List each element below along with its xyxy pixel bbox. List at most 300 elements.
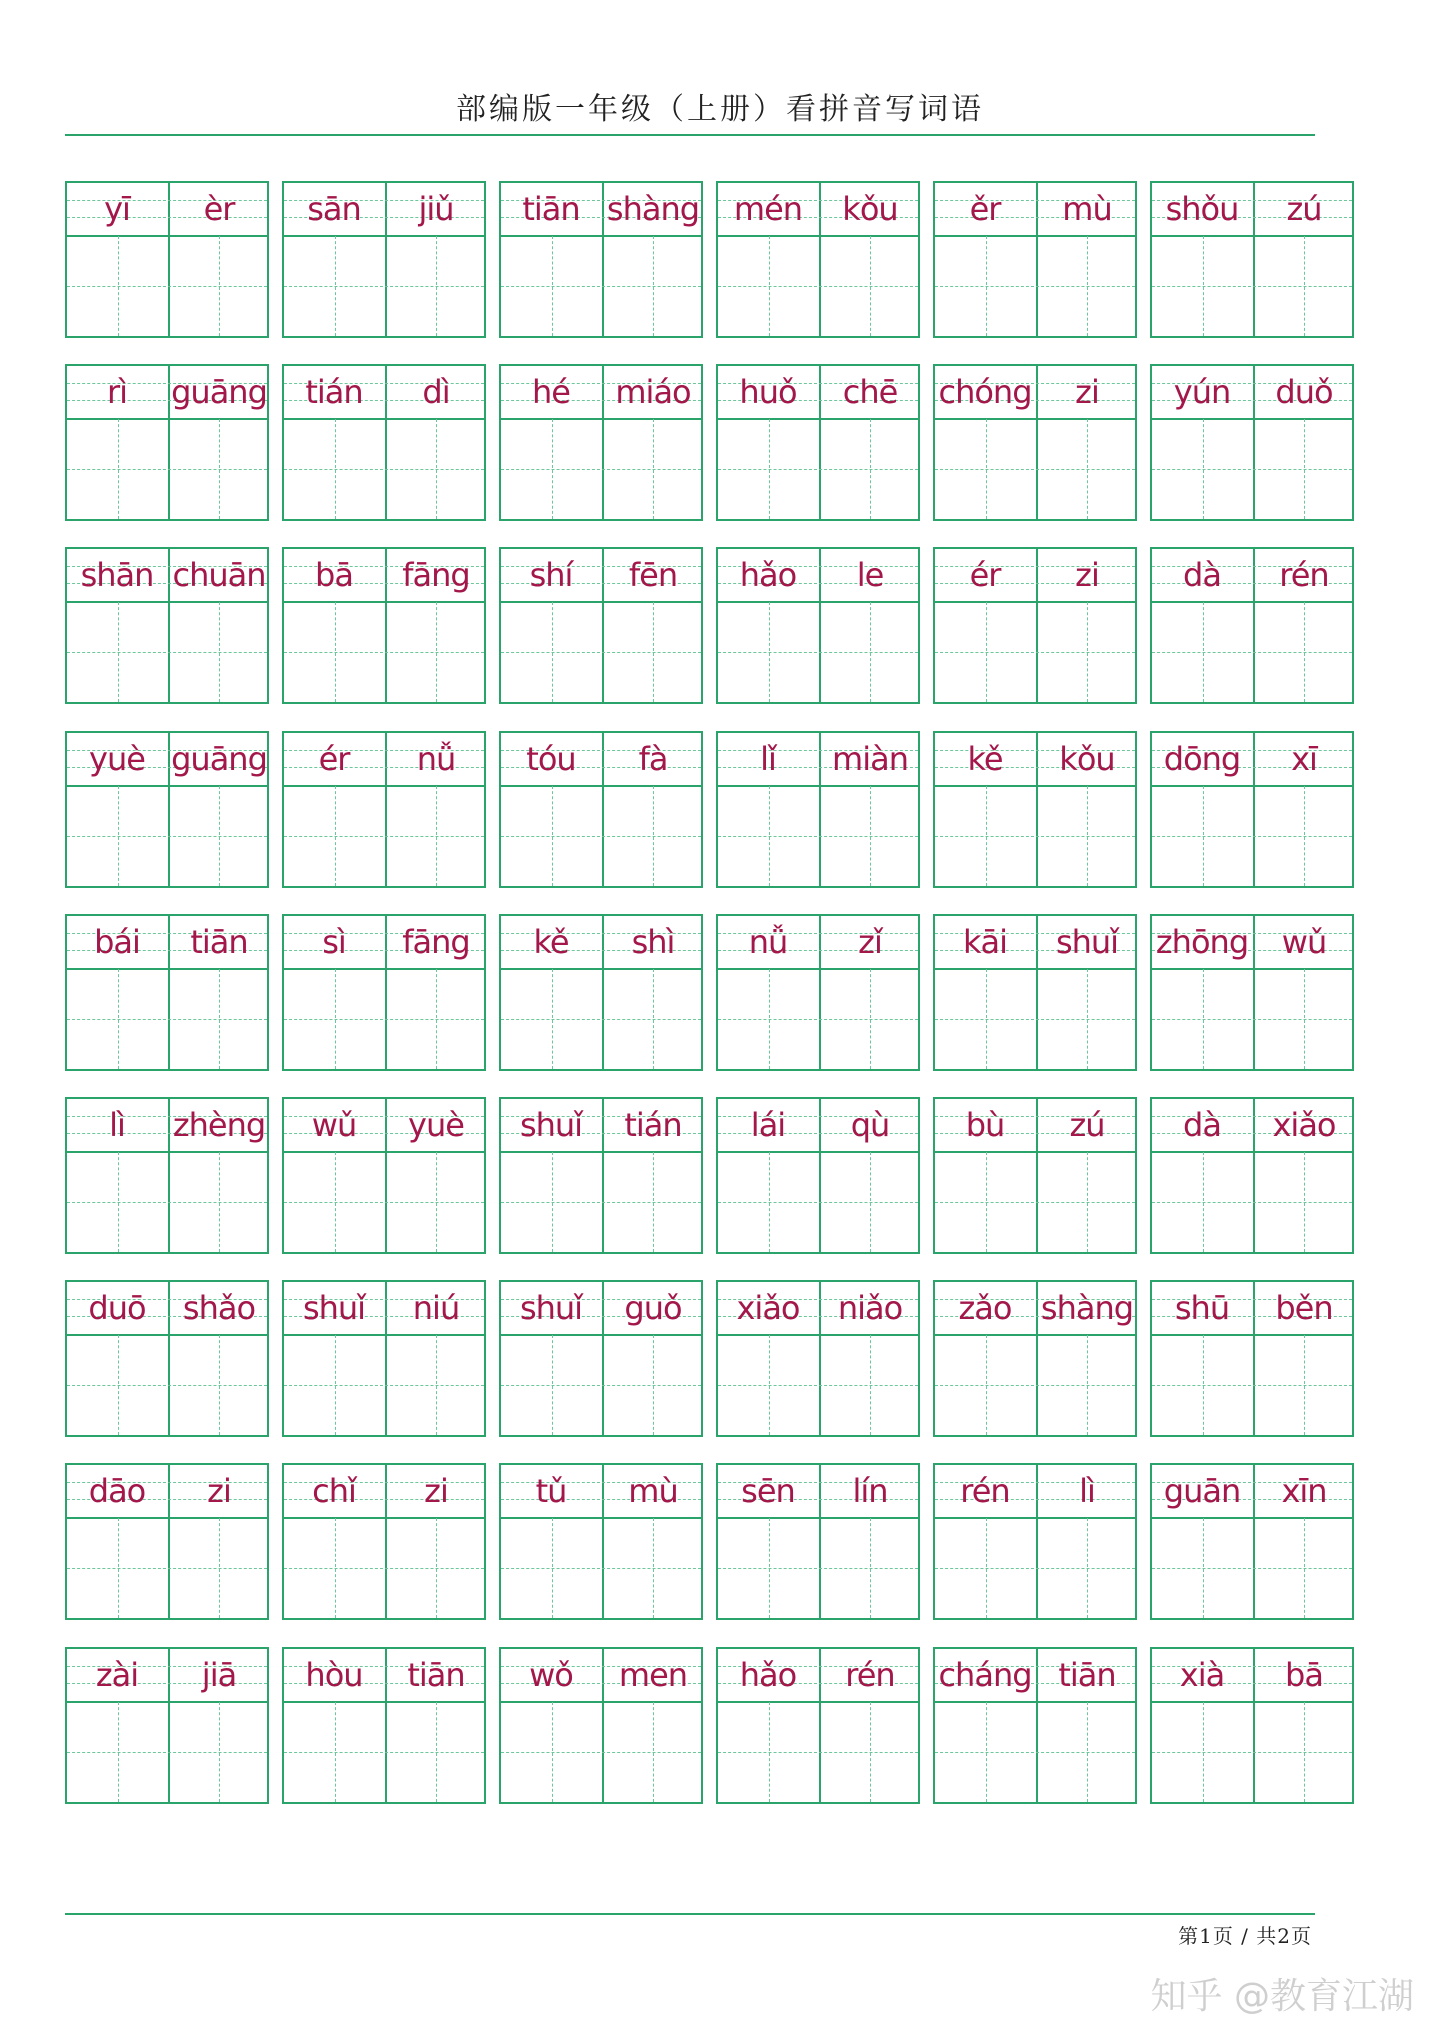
tianzige-guide-vertical: [552, 1152, 553, 1252]
pinyin-writing-divider: [501, 601, 701, 603]
pinyin-writing-divider: [67, 235, 267, 237]
word-box: [1150, 1647, 1354, 1804]
pinyin-syllable: niú: [412, 1289, 460, 1327]
pinyin-writing-divider: [1152, 968, 1352, 970]
pinyin-syllable: miàn: [832, 740, 908, 778]
pinyin-syllable: duō: [88, 1289, 146, 1327]
word-box: [499, 1097, 703, 1254]
pinyin-syllable: shān: [80, 556, 154, 594]
word-box: [1150, 1280, 1354, 1437]
tianzige-guide-vertical: [118, 969, 119, 1069]
word-box: [499, 1647, 703, 1804]
pinyin-syllable: běn: [1275, 1289, 1333, 1327]
tianzige-guide-horizontal: [1152, 286, 1352, 287]
tianzige-guide-vertical: [335, 1702, 336, 1802]
word-box: [716, 1647, 920, 1804]
pinyin-syllable: mù: [1062, 190, 1112, 228]
pinyin-writing-divider: [501, 785, 701, 787]
pinyin-writing-divider: [718, 1701, 918, 1703]
word-box: [499, 364, 703, 521]
pinyin-writing-divider: [284, 1334, 484, 1336]
pinyin-writing-divider: [935, 1151, 1135, 1153]
tianzige-guide-vertical: [1087, 786, 1088, 886]
tianzige-guide-vertical: [1087, 1335, 1088, 1435]
pinyin-writing-divider: [284, 1517, 484, 1519]
tianzige-guide-horizontal: [284, 469, 484, 470]
pinyin-syllable: zǎo: [958, 1289, 1012, 1327]
tianzige-guide-vertical: [870, 1518, 871, 1618]
pinyin-syllable: yún: [1173, 373, 1231, 411]
pinyin-syllable: shuǐ: [1055, 923, 1119, 961]
pinyin-writing-divider: [1152, 1701, 1352, 1703]
pinyin-syllable: tǔ: [535, 1472, 567, 1510]
pinyin-syllable: hǎo: [739, 1656, 797, 1694]
pinyin-writing-divider: [67, 1151, 267, 1153]
word-box: [282, 914, 486, 1071]
pinyin-syllable: guǒ: [624, 1289, 682, 1327]
tianzige-guide-horizontal: [501, 1568, 701, 1569]
pinyin-writing-divider: [67, 601, 267, 603]
word-box: [1150, 181, 1354, 338]
tianzige-guide-vertical: [1087, 969, 1088, 1069]
tianzige-guide-vertical: [335, 969, 336, 1069]
tianzige-guide-vertical: [436, 236, 437, 336]
pinyin-syllable: nǚ: [748, 923, 788, 961]
word-box: [933, 364, 1137, 521]
pinyin-syllable: miáo: [615, 373, 691, 411]
tianzige-guide-vertical: [986, 1152, 987, 1252]
tianzige-guide-vertical: [118, 1152, 119, 1252]
tianzige-guide-horizontal: [935, 286, 1135, 287]
pinyin-writing-divider: [718, 968, 918, 970]
word-box: [499, 731, 703, 888]
pinyin-writing-divider: [718, 601, 918, 603]
pinyin-syllable: men: [618, 1656, 688, 1694]
pinyin-writing-divider: [1152, 601, 1352, 603]
tianzige-guide-vertical: [653, 419, 654, 519]
pinyin-writing-divider: [935, 418, 1135, 420]
pinyin-syllable: shǒu: [1165, 190, 1239, 228]
pinyin-syllable: lì: [1079, 1472, 1095, 1510]
pinyin-syllable: bā: [315, 556, 353, 594]
tianzige-guide-vertical: [1203, 602, 1204, 702]
tianzige-guide-horizontal: [501, 1202, 701, 1203]
tianzige-guide-vertical: [870, 786, 871, 886]
word-box: [499, 1463, 703, 1620]
tianzige-guide-vertical: [1304, 602, 1305, 702]
word-box: [716, 914, 920, 1071]
word-box: [716, 1280, 920, 1437]
pinyin-writing-divider: [718, 418, 918, 420]
pinyin-writing-divider: [1152, 418, 1352, 420]
pinyin-writing-divider: [501, 1151, 701, 1153]
pinyin-syllable: lái: [750, 1106, 786, 1144]
pinyin-writing-divider: [935, 968, 1135, 970]
tianzige-guide-vertical: [870, 1702, 871, 1802]
word-box: [1150, 914, 1354, 1071]
word-box: [282, 1463, 486, 1620]
tianzige-guide-vertical: [986, 969, 987, 1069]
word-box: [716, 364, 920, 521]
pinyin-writing-divider: [501, 418, 701, 420]
tianzige-guide-vertical: [436, 1335, 437, 1435]
word-box: [282, 364, 486, 521]
pinyin-syllable: dì: [422, 373, 450, 411]
word-box: [1150, 731, 1354, 888]
word-box: [716, 1097, 920, 1254]
tianzige-guide-vertical: [1203, 419, 1204, 519]
tianzige-guide-vertical: [118, 786, 119, 886]
word-box: [282, 731, 486, 888]
pinyin-syllable: chē: [842, 373, 898, 411]
pinyin-syllable: tián: [305, 373, 363, 411]
tianzige-guide-vertical: [219, 786, 220, 886]
tianzige-guide-vertical: [118, 1702, 119, 1802]
pinyin-writing-divider: [284, 968, 484, 970]
tianzige-guide-vertical: [335, 602, 336, 702]
tianzige-guide-vertical: [1304, 236, 1305, 336]
pinyin-syllable: duǒ: [1275, 373, 1333, 411]
pinyin-syllable: wǔ: [1281, 923, 1327, 961]
pinyin-syllable: mén: [733, 190, 803, 228]
pinyin-syllable: chǐ: [312, 1472, 356, 1510]
tianzige-guide-horizontal: [67, 1752, 267, 1753]
pinyin-syllable: zhèng: [172, 1106, 266, 1144]
tianzige-guide-horizontal: [501, 836, 701, 837]
tianzige-guide-vertical: [219, 1152, 220, 1252]
pinyin-writing-divider: [1152, 785, 1352, 787]
tianzige-guide-horizontal: [935, 836, 1135, 837]
pinyin-syllable: dà: [1183, 556, 1221, 594]
word-box: [282, 1280, 486, 1437]
tianzige-guide-horizontal: [935, 1568, 1135, 1569]
tianzige-guide-vertical: [986, 602, 987, 702]
pinyin-syllable: xiǎo: [736, 1289, 800, 1327]
pinyin-syllable: jiā: [201, 1656, 237, 1694]
tianzige-guide-horizontal: [718, 652, 918, 653]
pinyin-syllable: zǐ: [858, 923, 882, 961]
tianzige-guide-vertical: [335, 1335, 336, 1435]
pinyin-syllable: kǒu: [1059, 740, 1115, 778]
pinyin-writing-divider: [718, 235, 918, 237]
watermark: 知乎 @教育江湖: [1150, 1976, 1414, 2017]
word-box: [65, 1097, 269, 1254]
tianzige-guide-horizontal: [935, 1385, 1135, 1386]
tianzige-guide-vertical: [219, 1518, 220, 1618]
tianzige-guide-horizontal: [284, 286, 484, 287]
tianzige-guide-vertical: [1304, 1702, 1305, 1802]
tianzige-guide-horizontal: [935, 1752, 1135, 1753]
word-box: [499, 547, 703, 704]
tianzige-guide-vertical: [335, 1518, 336, 1618]
tianzige-guide-horizontal: [1152, 1019, 1352, 1020]
tianzige-guide-horizontal: [718, 836, 918, 837]
tianzige-guide-horizontal: [501, 1385, 701, 1386]
pinyin-syllable: zú: [1069, 1106, 1105, 1144]
word-box: [716, 731, 920, 888]
tianzige-guide-vertical: [552, 1702, 553, 1802]
tianzige-guide-vertical: [1203, 786, 1204, 886]
pinyin-syllable: mù: [628, 1472, 678, 1510]
pinyin-syllable: zi: [1075, 556, 1099, 594]
tianzige-guide-vertical: [653, 1152, 654, 1252]
tianzige-guide-vertical: [870, 969, 871, 1069]
tianzige-guide-vertical: [1203, 236, 1204, 336]
pinyin-writing-divider: [935, 235, 1135, 237]
tianzige-guide-horizontal: [67, 1202, 267, 1203]
pinyin-syllable: nǚ: [416, 740, 456, 778]
pinyin-writing-divider: [718, 1151, 918, 1153]
tianzige-guide-vertical: [769, 969, 770, 1069]
pinyin-syllable: shàng: [1040, 1289, 1134, 1327]
pinyin-writing-divider: [501, 1517, 701, 1519]
tianzige-guide-horizontal: [501, 286, 701, 287]
word-box: [65, 1280, 269, 1437]
tianzige-guide-vertical: [870, 1335, 871, 1435]
pinyin-syllable: rén: [1279, 556, 1329, 594]
pinyin-syllable: shàng: [606, 190, 700, 228]
tianzige-guide-vertical: [769, 1702, 770, 1802]
pinyin-syllable: zi: [1075, 373, 1099, 411]
tianzige-guide-horizontal: [284, 836, 484, 837]
word-box: [499, 181, 703, 338]
tianzige-guide-vertical: [552, 419, 553, 519]
pinyin-syllable: tóu: [526, 740, 576, 778]
tianzige-guide-vertical: [436, 969, 437, 1069]
word-box: [499, 1280, 703, 1437]
pinyin-writing-divider: [284, 418, 484, 420]
pinyin-syllable: shuǐ: [519, 1289, 583, 1327]
pinyin-syllable: qù: [850, 1106, 890, 1144]
tianzige-guide-vertical: [653, 1702, 654, 1802]
word-box: [65, 1463, 269, 1620]
tianzige-guide-vertical: [436, 419, 437, 519]
pinyin-syllable: bái: [94, 923, 140, 961]
tianzige-guide-vertical: [653, 602, 654, 702]
tianzige-guide-horizontal: [935, 469, 1135, 470]
pinyin-syllable: tiān: [190, 923, 248, 961]
footer-divider: [65, 1913, 1315, 1915]
tianzige-guide-horizontal: [718, 469, 918, 470]
tianzige-guide-horizontal: [67, 1385, 267, 1386]
pinyin-syllable: hòu: [305, 1656, 363, 1694]
pinyin-writing-divider: [284, 1701, 484, 1703]
pinyin-syllable: guān: [1163, 1472, 1241, 1510]
tianzige-guide-horizontal: [67, 1568, 267, 1569]
tianzige-guide-vertical: [219, 236, 220, 336]
tianzige-guide-vertical: [1087, 419, 1088, 519]
pinyin-writing-divider: [718, 785, 918, 787]
tianzige-guide-vertical: [1087, 1152, 1088, 1252]
pinyin-syllable: lǐ: [760, 740, 776, 778]
pinyin-syllable: fà: [638, 740, 668, 778]
word-box: [499, 914, 703, 1071]
tianzige-guide-horizontal: [718, 286, 918, 287]
word-box: [65, 547, 269, 704]
tianzige-guide-vertical: [769, 1518, 770, 1618]
tianzige-guide-vertical: [1304, 969, 1305, 1069]
pinyin-writing-divider: [718, 1517, 918, 1519]
tianzige-guide-horizontal: [1152, 1568, 1352, 1569]
pinyin-syllable: xī: [1291, 740, 1317, 778]
tianzige-guide-vertical: [986, 1702, 987, 1802]
tianzige-guide-vertical: [219, 602, 220, 702]
tianzige-guide-vertical: [1304, 786, 1305, 886]
pinyin-syllable: kě: [967, 740, 1003, 778]
tianzige-guide-horizontal: [67, 652, 267, 653]
pinyin-writing-divider: [935, 1517, 1135, 1519]
tianzige-guide-vertical: [653, 1335, 654, 1435]
tianzige-guide-vertical: [653, 1518, 654, 1618]
tianzige-guide-vertical: [219, 969, 220, 1069]
pinyin-syllable: bù: [965, 1106, 1005, 1144]
word-box: [933, 547, 1137, 704]
tianzige-guide-vertical: [1304, 419, 1305, 519]
tianzige-guide-vertical: [870, 419, 871, 519]
pinyin-syllable: niǎo: [837, 1289, 903, 1327]
tianzige-guide-vertical: [436, 1152, 437, 1252]
word-box: [65, 181, 269, 338]
tianzige-guide-horizontal: [718, 1568, 918, 1569]
pinyin-syllable: lì: [109, 1106, 125, 1144]
tianzige-guide-vertical: [552, 786, 553, 886]
tianzige-guide-horizontal: [67, 286, 267, 287]
tianzige-guide-vertical: [870, 236, 871, 336]
tianzige-guide-vertical: [653, 236, 654, 336]
tianzige-guide-horizontal: [284, 1568, 484, 1569]
pinyin-syllable: èr: [203, 190, 235, 228]
pinyin-syllable: chuān: [172, 556, 266, 594]
page-title: 部编版一年级（上册）看拼音写词语: [456, 92, 984, 127]
pinyin-syllable: lín: [852, 1472, 888, 1510]
pinyin-syllable: guāng: [171, 373, 267, 411]
pinyin-syllable: bā: [1285, 1656, 1323, 1694]
pinyin-writing-divider: [1152, 1517, 1352, 1519]
pinyin-syllable: hé: [532, 373, 570, 411]
tianzige-guide-horizontal: [284, 1019, 484, 1020]
word-box: [716, 181, 920, 338]
tianzige-guide-horizontal: [67, 836, 267, 837]
tianzige-guide-vertical: [552, 969, 553, 1069]
tianzige-guide-horizontal: [935, 1202, 1135, 1203]
tianzige-guide-horizontal: [501, 652, 701, 653]
pinyin-syllable: sān: [307, 190, 361, 228]
tianzige-guide-vertical: [769, 1152, 770, 1252]
pinyin-writing-divider: [67, 1334, 267, 1336]
tianzige-guide-vertical: [769, 786, 770, 886]
pinyin-writing-divider: [718, 1334, 918, 1336]
tianzige-guide-vertical: [870, 602, 871, 702]
word-box: [1150, 1097, 1354, 1254]
word-box: [65, 914, 269, 1071]
pinyin-syllable: sì: [322, 923, 346, 961]
word-box: [933, 731, 1137, 888]
pinyin-writing-divider: [67, 785, 267, 787]
pinyin-syllable: le: [856, 556, 884, 594]
tianzige-guide-horizontal: [1152, 836, 1352, 837]
tianzige-guide-vertical: [986, 236, 987, 336]
tianzige-guide-vertical: [986, 1335, 987, 1435]
word-box: [65, 731, 269, 888]
tianzige-guide-vertical: [552, 602, 553, 702]
pinyin-syllable: xīn: [1281, 1472, 1327, 1510]
tianzige-guide-horizontal: [718, 1752, 918, 1753]
pinyin-writing-divider: [935, 1701, 1135, 1703]
tianzige-guide-vertical: [769, 602, 770, 702]
pinyin-writing-divider: [284, 1151, 484, 1153]
tianzige-guide-vertical: [986, 786, 987, 886]
word-box: [282, 547, 486, 704]
page-number: 第1页 / 共2页: [1178, 1924, 1312, 1948]
pinyin-syllable: zú: [1286, 190, 1322, 228]
word-box: [1150, 1463, 1354, 1620]
pinyin-syllable: hǎo: [739, 556, 797, 594]
pinyin-syllable: zi: [424, 1472, 448, 1510]
tianzige-guide-vertical: [335, 419, 336, 519]
pinyin-syllable: sēn: [741, 1472, 795, 1510]
tianzige-guide-vertical: [1087, 236, 1088, 336]
pinyin-writing-divider: [935, 785, 1135, 787]
tianzige-guide-vertical: [769, 236, 770, 336]
tianzige-guide-vertical: [118, 1335, 119, 1435]
tianzige-guide-vertical: [219, 1702, 220, 1802]
pinyin-syllable: kǒu: [842, 190, 898, 228]
tianzige-guide-horizontal: [501, 469, 701, 470]
tianzige-guide-vertical: [1203, 969, 1204, 1069]
tianzige-guide-vertical: [436, 1518, 437, 1618]
word-box: [933, 1463, 1137, 1620]
pinyin-writing-divider: [935, 601, 1135, 603]
tianzige-guide-vertical: [870, 1152, 871, 1252]
tianzige-guide-horizontal: [501, 1019, 701, 1020]
tianzige-guide-vertical: [436, 602, 437, 702]
tianzige-guide-vertical: [552, 236, 553, 336]
pinyin-writing-divider: [284, 785, 484, 787]
pinyin-writing-divider: [284, 601, 484, 603]
pinyin-writing-divider: [1152, 1151, 1352, 1153]
tianzige-guide-vertical: [436, 1702, 437, 1802]
pinyin-syllable: dāo: [88, 1472, 146, 1510]
pinyin-writing-divider: [1152, 1334, 1352, 1336]
pinyin-writing-divider: [501, 1334, 701, 1336]
pinyin-writing-divider: [935, 1334, 1135, 1336]
pinyin-writing-divider: [501, 968, 701, 970]
tianzige-guide-vertical: [1087, 1702, 1088, 1802]
pinyin-syllable: fēn: [628, 556, 678, 594]
pinyin-syllable: rén: [960, 1472, 1010, 1510]
tianzige-guide-vertical: [986, 419, 987, 519]
tianzige-guide-horizontal: [1152, 1752, 1352, 1753]
tianzige-guide-vertical: [219, 419, 220, 519]
tianzige-guide-horizontal: [1152, 652, 1352, 653]
tianzige-guide-vertical: [436, 786, 437, 886]
pinyin-syllable: guāng: [171, 740, 267, 778]
pinyin-syllable: cháng: [938, 1656, 1032, 1694]
word-box: [65, 364, 269, 521]
pinyin-syllable: ér: [969, 556, 1001, 594]
tianzige-guide-vertical: [1203, 1152, 1204, 1252]
tianzige-guide-horizontal: [284, 1752, 484, 1753]
tianzige-guide-horizontal: [67, 1019, 267, 1020]
tianzige-guide-horizontal: [284, 1385, 484, 1386]
pinyin-syllable: jiǔ: [418, 190, 454, 228]
pinyin-writing-divider: [1152, 235, 1352, 237]
word-box: [716, 547, 920, 704]
pinyin-writing-divider: [67, 1701, 267, 1703]
pinyin-syllable: tiān: [407, 1656, 465, 1694]
tianzige-guide-vertical: [769, 1335, 770, 1435]
tianzige-guide-horizontal: [1152, 1385, 1352, 1386]
